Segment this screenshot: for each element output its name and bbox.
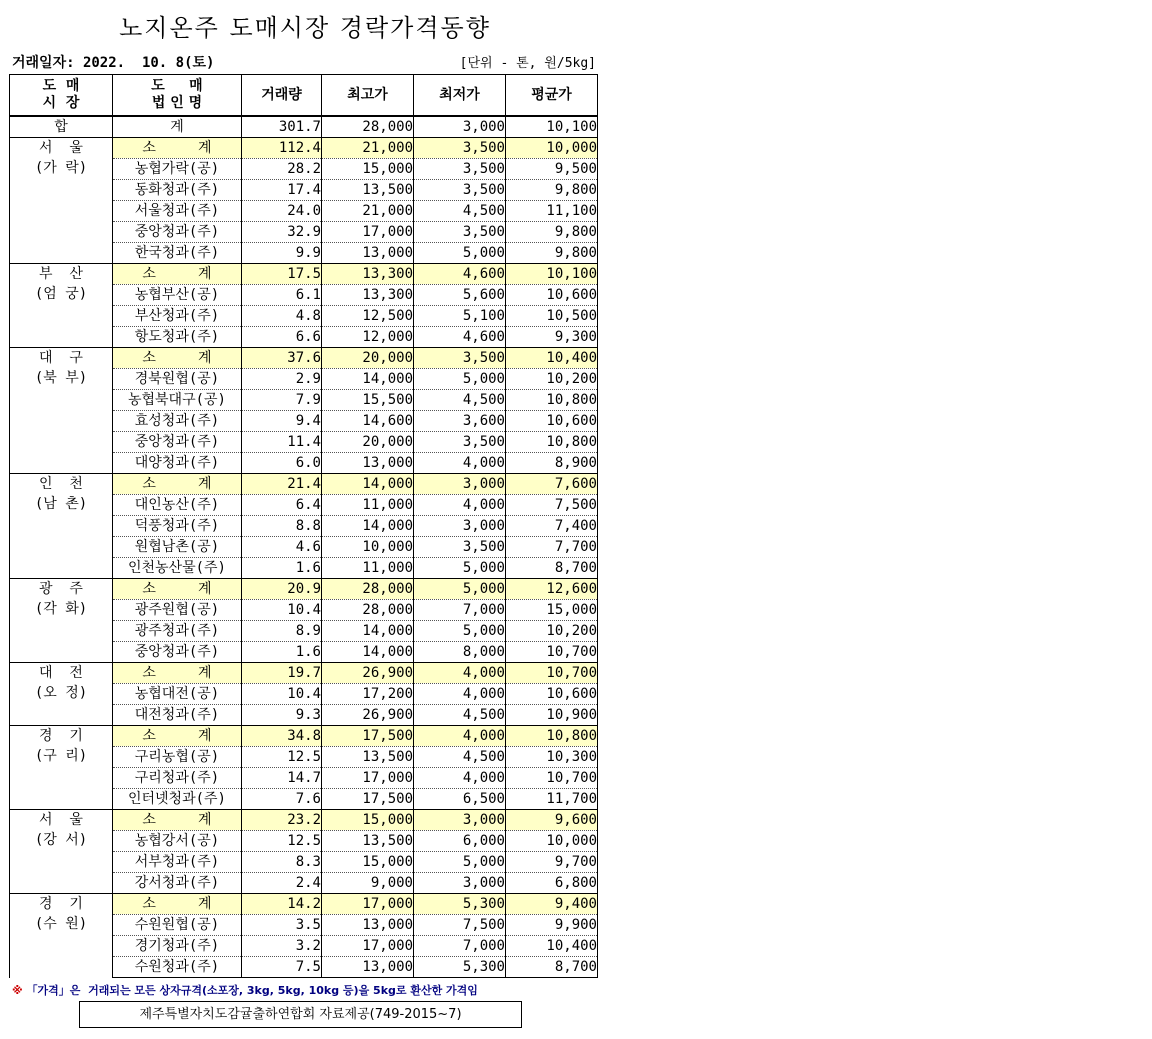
min-price-cell: 3,500: [414, 348, 506, 369]
subtotal-row: [10, 348, 598, 369]
market-name: 서 울: [39, 140, 83, 156]
max-price-cell: 28,000: [322, 600, 414, 621]
corp-name: 대인농산(주): [113, 495, 242, 516]
volume-cell: 12.5: [242, 747, 322, 768]
max-price-cell: 21,000: [322, 138, 414, 159]
max-price-cell: 13,000: [322, 915, 414, 936]
volume-cell: 11.4: [242, 432, 322, 453]
avg-price-cell: 8,700: [506, 957, 598, 978]
max-price-cell: 14,000: [322, 642, 414, 663]
avg-price-cell: 9,300: [506, 327, 598, 348]
volume-cell: 20.9: [242, 579, 322, 600]
note-mark: ※: [12, 984, 23, 997]
corp-name: 농협북대구(공): [113, 390, 242, 411]
max-price-cell: 13,300: [322, 264, 414, 285]
market-cell: [10, 810, 113, 894]
market-cell: [10, 726, 113, 810]
volume-cell: 6.4: [242, 495, 322, 516]
volume-cell: 1.6: [242, 558, 322, 579]
max-price-cell: 20,000: [322, 432, 414, 453]
min-price-cell: 3,500: [414, 432, 506, 453]
min-price-cell: 5,000: [414, 243, 506, 264]
corp-name: 효성청과(주): [113, 411, 242, 432]
market-cell: [10, 138, 113, 264]
min-price-cell: 3,000: [414, 474, 506, 495]
subtotal-row: [10, 264, 598, 285]
unit-label: [단위 - 톤, 원/5kg]: [459, 56, 596, 71]
max-price-cell: 17,000: [322, 768, 414, 789]
volume-cell: 1.6: [242, 642, 322, 663]
min-price-cell: 4,500: [414, 390, 506, 411]
min-price-cell: 4,600: [414, 327, 506, 348]
market-cell: [10, 663, 113, 726]
volume-cell: 8.8: [242, 516, 322, 537]
subtotal-row: [10, 579, 598, 600]
subtotal-row: [10, 663, 598, 684]
max-price-cell: 20,000: [322, 348, 414, 369]
max-price-cell: 9,000: [322, 873, 414, 894]
volume-cell: 21.4: [242, 474, 322, 495]
max-price-cell: 12,500: [322, 306, 414, 327]
avg-price-cell: 10,500: [506, 306, 598, 327]
market-cell: [10, 348, 113, 474]
avg-price-cell: 10,200: [506, 621, 598, 642]
header-row: [10, 75, 598, 117]
avg-price-cell: 9,800: [506, 243, 598, 264]
corp-name: 광주원협(공): [113, 600, 242, 621]
market-cell: [10, 894, 113, 978]
volume-cell: 2.4: [242, 873, 322, 894]
min-price-cell: 5,600: [414, 285, 506, 306]
corp-name: 경북원협(공): [113, 369, 242, 390]
min-price-cell: 4,000: [414, 684, 506, 705]
volume-cell: 17.5: [242, 264, 322, 285]
max-price-cell: 17,500: [322, 726, 414, 747]
market-name: 경 기: [39, 728, 83, 744]
min-price-cell: 5,300: [414, 957, 506, 978]
min-price-cell: 3,000: [414, 516, 506, 537]
market-sub: (각 화): [34, 601, 88, 617]
volume-cell: 14.2: [242, 894, 322, 915]
avg-price-cell: 10,800: [506, 390, 598, 411]
min-price-cell: 4,000: [414, 663, 506, 684]
market-cell: [10, 474, 113, 579]
volume-cell: 9.9: [242, 243, 322, 264]
corp-name: 인터넷청과(주): [113, 789, 242, 810]
max-price-cell: 14,600: [322, 411, 414, 432]
volume-cell: 10.4: [242, 684, 322, 705]
min-price-cell: 5,000: [414, 369, 506, 390]
avg-price-cell: 8,900: [506, 453, 598, 474]
avg-price-cell: 10,800: [506, 726, 598, 747]
min-price-cell: 5,000: [414, 621, 506, 642]
volume-cell: 6.6: [242, 327, 322, 348]
volume-cell: 7.6: [242, 789, 322, 810]
volume-cell: 8.9: [242, 621, 322, 642]
max-price-cell: 15,000: [322, 810, 414, 831]
corp-name: 농협부산(공): [113, 285, 242, 306]
corp-name: 원협남촌(공): [113, 537, 242, 558]
market-sub: (수 원): [34, 916, 88, 932]
max-price-cell: 13,500: [322, 180, 414, 201]
volume-cell: 7.5: [242, 957, 322, 978]
price-table: [9, 74, 598, 978]
market-sub: (오 정): [34, 685, 88, 701]
min-price-cell: 4,000: [414, 495, 506, 516]
corp-name: 소 계: [113, 810, 242, 831]
max-price-cell: 15,000: [322, 852, 414, 873]
max-price-cell: 14,000: [322, 516, 414, 537]
max-price-cell: 26,900: [322, 663, 414, 684]
subtotal-row: [10, 138, 598, 159]
avg-price-cell: 7,400: [506, 516, 598, 537]
min-price-cell: 5,000: [414, 852, 506, 873]
corp-name: 한국청과(주): [113, 243, 242, 264]
max-price-cell: 11,000: [322, 558, 414, 579]
volume-cell: 37.6: [242, 348, 322, 369]
avg-price-cell: 11,100: [506, 201, 598, 222]
min-price-cell: 8,000: [414, 642, 506, 663]
header-min: 최저가: [414, 75, 506, 117]
max-price-cell: 13,500: [322, 747, 414, 768]
min-price-cell: 6,000: [414, 831, 506, 852]
min-price-cell: 3,500: [414, 138, 506, 159]
trade-date: 거래일자: 2022. 10. 8(토): [12, 55, 215, 71]
avg-price-cell: 10,600: [506, 285, 598, 306]
corp-name: 부산청과(주): [113, 306, 242, 327]
avg-price-cell: 7,600: [506, 474, 598, 495]
min-price-cell: 3,600: [414, 411, 506, 432]
market-sub: (엄 궁): [34, 286, 88, 302]
volume-cell: 4.6: [242, 537, 322, 558]
footnote: [12, 982, 478, 998]
avg-price-cell: 10,800: [506, 432, 598, 453]
min-price-cell: 4,500: [414, 201, 506, 222]
max-price-cell: 12,000: [322, 327, 414, 348]
max-price-cell: 15,000: [322, 159, 414, 180]
market-cell: [10, 264, 113, 348]
total-max: 28,000: [322, 116, 414, 138]
corp-name: 항도청과(주): [113, 327, 242, 348]
corp-name: 소 계: [113, 726, 242, 747]
min-price-cell: 3,500: [414, 222, 506, 243]
avg-price-cell: 10,200: [506, 369, 598, 390]
corp-name: 인천농산물(주): [113, 558, 242, 579]
volume-cell: 112.4: [242, 138, 322, 159]
avg-price-cell: 10,000: [506, 831, 598, 852]
avg-price-cell: 10,900: [506, 705, 598, 726]
avg-price-cell: 9,600: [506, 810, 598, 831]
corp-name: 수원청과(주): [113, 957, 242, 978]
volume-cell: 9.3: [242, 705, 322, 726]
max-price-cell: 11,000: [322, 495, 414, 516]
avg-price-cell: 6,800: [506, 873, 598, 894]
corp-name: 소 계: [113, 894, 242, 915]
market-sub: (구 리): [34, 748, 88, 764]
market-name: 대 전: [39, 665, 83, 681]
corp-name: 강서청과(주): [113, 873, 242, 894]
max-price-cell: 17,000: [322, 936, 414, 957]
subtotal-row: [10, 894, 598, 915]
corp-name: 중앙청과(주): [113, 642, 242, 663]
volume-cell: 24.0: [242, 201, 322, 222]
corp-name: 소 계: [113, 138, 242, 159]
avg-price-cell: 10,700: [506, 663, 598, 684]
volume-cell: 28.2: [242, 159, 322, 180]
min-price-cell: 3,000: [414, 810, 506, 831]
volume-cell: 19.7: [242, 663, 322, 684]
min-price-cell: 5,000: [414, 558, 506, 579]
corp-name: 수원원협(공): [113, 915, 242, 936]
max-price-cell: 14,000: [322, 474, 414, 495]
corp-name: 소 계: [113, 348, 242, 369]
avg-price-cell: 9,500: [506, 159, 598, 180]
market-sub: (강 서): [34, 832, 88, 848]
volume-cell: 23.2: [242, 810, 322, 831]
min-price-cell: 3,000: [414, 873, 506, 894]
avg-price-cell: 10,000: [506, 138, 598, 159]
min-price-cell: 3,500: [414, 537, 506, 558]
avg-price-cell: 11,700: [506, 789, 598, 810]
volume-cell: 7.9: [242, 390, 322, 411]
source-box: 제주특별자치도감귤출하연합회 자료제공(749-2015~7): [79, 1001, 522, 1028]
avg-price-cell: 7,500: [506, 495, 598, 516]
volume-cell: 6.0: [242, 453, 322, 474]
corp-name: 대양청과(주): [113, 453, 242, 474]
volume-cell: 2.9: [242, 369, 322, 390]
corp-name: 소 계: [113, 264, 242, 285]
corp-name: 광주청과(주): [113, 621, 242, 642]
avg-price-cell: 10,100: [506, 264, 598, 285]
corp-name: 중앙청과(주): [113, 222, 242, 243]
min-price-cell: 5,100: [414, 306, 506, 327]
total-volume: 301.7: [242, 116, 322, 138]
market-sub: (북 부): [34, 370, 88, 386]
min-price-cell: 4,000: [414, 768, 506, 789]
max-price-cell: 13,000: [322, 243, 414, 264]
max-price-cell: 17,200: [322, 684, 414, 705]
min-price-cell: 5,300: [414, 894, 506, 915]
avg-price-cell: 8,700: [506, 558, 598, 579]
max-price-cell: 14,000: [322, 621, 414, 642]
max-price-cell: 17,000: [322, 894, 414, 915]
corp-name: 서울청과(주): [113, 201, 242, 222]
avg-price-cell: 10,600: [506, 411, 598, 432]
avg-price-cell: 10,400: [506, 936, 598, 957]
market-name: 광 주: [39, 581, 83, 597]
total-label: 합: [10, 116, 113, 138]
avg-price-cell: 15,000: [506, 600, 598, 621]
subtotal-row: [10, 474, 598, 495]
min-price-cell: 4,000: [414, 726, 506, 747]
max-price-cell: 21,000: [322, 201, 414, 222]
avg-price-cell: 10,300: [506, 747, 598, 768]
min-price-cell: 4,600: [414, 264, 506, 285]
volume-cell: 17.4: [242, 180, 322, 201]
avg-price-cell: 10,700: [506, 768, 598, 789]
avg-price-cell: 9,400: [506, 894, 598, 915]
max-price-cell: 13,000: [322, 957, 414, 978]
total-label2: 계: [113, 116, 242, 138]
corp-name: 소 계: [113, 474, 242, 495]
note-text: 「가격」은 거래되는 모든 상자규격(소포장, 3kg, 5kg, 10kg 등)을 5kg로 환산한 가격임: [22, 984, 478, 997]
header-max: 최고가: [322, 75, 414, 117]
max-price-cell: 26,900: [322, 705, 414, 726]
corp-name: 서부청과(주): [113, 852, 242, 873]
page-title: 노지온주 도매시장 경락가격동향: [119, 14, 491, 42]
avg-price-cell: 10,700: [506, 642, 598, 663]
volume-cell: 8.3: [242, 852, 322, 873]
total-row: [10, 116, 598, 138]
market-name: 부 산: [39, 266, 83, 282]
corp-name: 덕풍청과(주): [113, 516, 242, 537]
min-price-cell: 5,000: [414, 579, 506, 600]
avg-price-cell: 7,700: [506, 537, 598, 558]
min-price-cell: 3,500: [414, 180, 506, 201]
min-price-cell: 4,500: [414, 705, 506, 726]
min-price-cell: 3,500: [414, 159, 506, 180]
volume-cell: 3.5: [242, 915, 322, 936]
volume-cell: 6.1: [242, 285, 322, 306]
corp-name: 농협대전(공): [113, 684, 242, 705]
total-avg: 10,100: [506, 116, 598, 138]
market-name: 경 기: [39, 896, 83, 912]
min-price-cell: 6,500: [414, 789, 506, 810]
avg-price-cell: 12,600: [506, 579, 598, 600]
avg-price-cell: 10,400: [506, 348, 598, 369]
corp-name: 동화청과(주): [113, 180, 242, 201]
subtotal-row: [10, 810, 598, 831]
corp-name: 농협강서(공): [113, 831, 242, 852]
min-price-cell: 4,500: [414, 747, 506, 768]
market-sub: (가 락): [34, 160, 88, 176]
max-price-cell: 17,500: [322, 789, 414, 810]
corp-name: 농협가락(공): [113, 159, 242, 180]
min-price-cell: 7,000: [414, 936, 506, 957]
market-cell: [10, 579, 113, 663]
volume-cell: 32.9: [242, 222, 322, 243]
market-name: 서 울: [39, 812, 83, 828]
volume-cell: 10.4: [242, 600, 322, 621]
avg-price-cell: 9,800: [506, 180, 598, 201]
volume-cell: 9.4: [242, 411, 322, 432]
volume-cell: 14.7: [242, 768, 322, 789]
header-market: 도 매 시 장: [10, 75, 113, 117]
volume-cell: 4.8: [242, 306, 322, 327]
min-price-cell: 4,000: [414, 453, 506, 474]
corp-name: 구리농협(공): [113, 747, 242, 768]
max-price-cell: 13,300: [322, 285, 414, 306]
max-price-cell: 13,000: [322, 453, 414, 474]
min-price-cell: 7,500: [414, 915, 506, 936]
header-avg: 평균가: [506, 75, 598, 117]
corp-name: 중앙청과(주): [113, 432, 242, 453]
max-price-cell: 28,000: [322, 579, 414, 600]
max-price-cell: 15,500: [322, 390, 414, 411]
avg-price-cell: 9,900: [506, 915, 598, 936]
avg-price-cell: 10,600: [506, 684, 598, 705]
header-volume: 거래량: [242, 75, 322, 117]
volume-cell: 12.5: [242, 831, 322, 852]
max-price-cell: 17,000: [322, 222, 414, 243]
max-price-cell: 10,000: [322, 537, 414, 558]
market-sub: (남 촌): [34, 496, 88, 512]
avg-price-cell: 9,800: [506, 222, 598, 243]
volume-cell: 34.8: [242, 726, 322, 747]
avg-price-cell: 9,700: [506, 852, 598, 873]
corp-name: 소 계: [113, 579, 242, 600]
total-min: 3,000: [414, 116, 506, 138]
corp-name: 소 계: [113, 663, 242, 684]
market-name: 인 천: [39, 476, 83, 492]
corp-name: 대전청과(주): [113, 705, 242, 726]
subtotal-row: [10, 726, 598, 747]
min-price-cell: 7,000: [414, 600, 506, 621]
corp-name: 경기청과(주): [113, 936, 242, 957]
max-price-cell: 14,000: [322, 369, 414, 390]
max-price-cell: 13,500: [322, 831, 414, 852]
market-name: 대 구: [39, 350, 83, 366]
header-corp: 도 매 법 인 명: [113, 75, 242, 117]
corp-name: 구리청과(주): [113, 768, 242, 789]
volume-cell: 3.2: [242, 936, 322, 957]
